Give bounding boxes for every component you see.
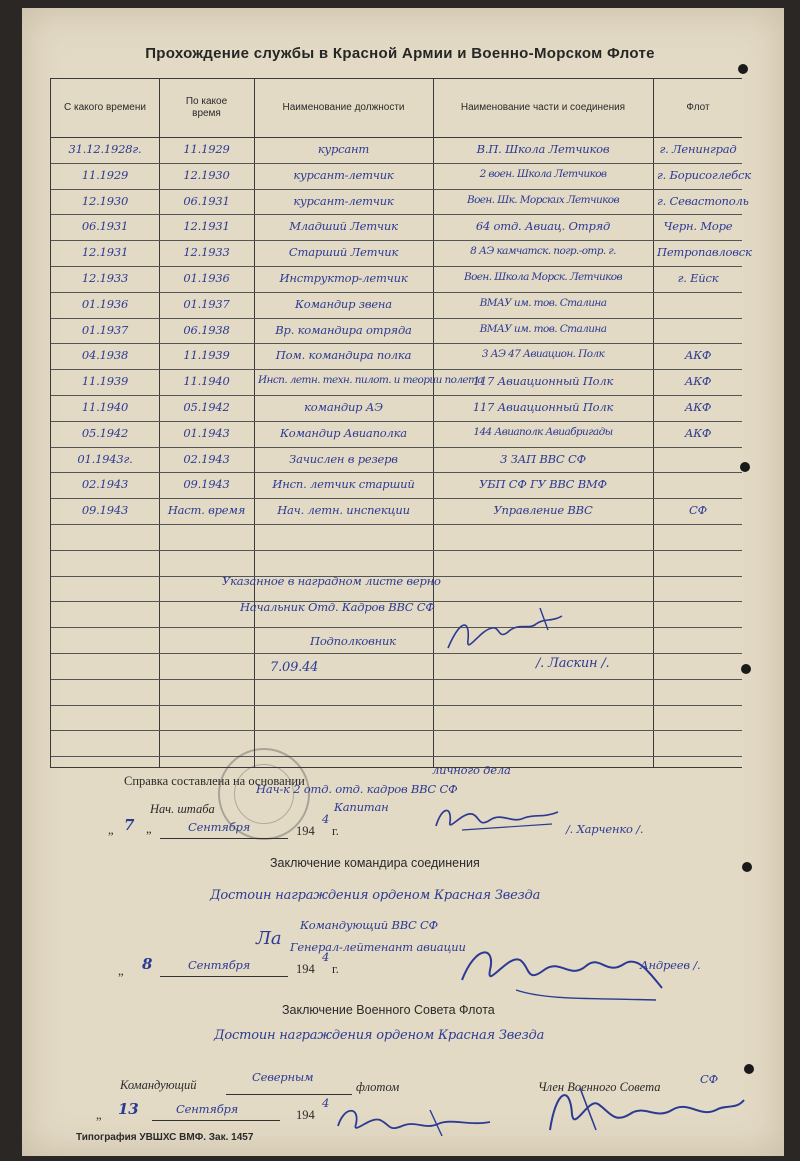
cell-to: 01.1937 xyxy=(183,296,230,311)
month-underline xyxy=(152,1120,280,1121)
cell-position: Пом. командира полка xyxy=(275,348,412,363)
reference-year-suffix: 4 xyxy=(322,812,330,826)
cell-to: 12.1930 xyxy=(183,167,230,182)
commander-year-end: г. xyxy=(332,962,339,976)
council-member-fill: СФ xyxy=(700,1072,718,1086)
cell-unit: Воен. Шк. Морских Летчиков xyxy=(466,193,620,206)
council-day: 13 xyxy=(118,1100,139,1118)
commander-conclusion: Достоин награждения орденом Красная Звезда xyxy=(210,888,541,903)
cell-unit: 117 Авиационный Полк xyxy=(472,374,614,389)
cell-fleet: г. Борисоглебск xyxy=(657,167,751,182)
cell-position: Инсп. летчик старший xyxy=(272,477,415,492)
certification-rank: Подполковник xyxy=(310,634,396,648)
chief-of-staff-label: Нач. штаба xyxy=(150,802,215,816)
cell-position: Старший Летчик xyxy=(288,245,399,260)
council-year-suffix: 4 xyxy=(322,1096,330,1110)
row-divider xyxy=(51,679,742,680)
signature-golovko xyxy=(330,1096,530,1146)
cell-fleet: г. Ейск xyxy=(677,271,719,285)
initials-mark: Ла xyxy=(256,928,282,949)
cell-position: Вр. командира отряда xyxy=(275,322,412,337)
cell-from: 12.1931 xyxy=(81,245,129,260)
cell-unit: УБП СФ ГУ ВВС ВМФ xyxy=(479,477,607,492)
signature-andreev xyxy=(456,940,676,1010)
cell-to: 09.1943 xyxy=(183,477,230,492)
cell-to: 06.1938 xyxy=(183,322,230,337)
cell-fleet: АКФ xyxy=(684,425,712,440)
cell-from: 31.12.1928г. xyxy=(68,142,142,156)
row-divider xyxy=(51,627,742,628)
cell-position: курсант-летчик xyxy=(293,193,394,208)
reference-rank: Капитан xyxy=(334,800,389,814)
certification-line-2: Начальник Отд. Кадров ВВС СФ xyxy=(240,600,435,614)
cell-from: 01.1937 xyxy=(81,322,129,337)
row-divider xyxy=(51,421,742,422)
row-divider xyxy=(51,369,742,370)
cell-from: 06.1931 xyxy=(81,219,129,234)
signature-laskin xyxy=(440,600,570,660)
header-fleet: Флот xyxy=(686,102,710,113)
row-divider xyxy=(51,550,742,551)
document-title: Прохождение службы в Красной Армии и Военно-Морском Флоте xyxy=(145,45,655,62)
cell-from: 11.1940 xyxy=(81,400,129,414)
cell-position: командир АЭ xyxy=(304,400,383,414)
binding-hole xyxy=(738,64,748,74)
cell-from: 05.1942 xyxy=(81,425,129,440)
cell-to: 12.1931 xyxy=(183,219,230,234)
row-divider xyxy=(51,705,742,706)
date-quote: „ xyxy=(118,964,124,978)
reference-year-end: г. xyxy=(332,824,339,838)
fleet-commander-label-post: флотом xyxy=(356,1080,400,1094)
binding-hole xyxy=(744,1064,754,1074)
date-quote: „ xyxy=(108,823,114,837)
council-month: Сентября xyxy=(176,1102,239,1116)
cell-to: 06.1931 xyxy=(183,193,230,208)
cell-unit: 3 АЭ 47 Авиацион. Полк xyxy=(481,348,605,361)
column-divider xyxy=(653,79,654,767)
cell-from: 11.1939 xyxy=(81,374,129,389)
cell-to: 05.1942 xyxy=(183,400,230,414)
cell-fleet: СФ xyxy=(689,503,707,518)
cell-unit: 8 АЭ камчатск. погр.-отр. г. xyxy=(470,245,616,258)
row-divider xyxy=(51,292,742,293)
row-divider xyxy=(51,318,742,319)
cell-fleet: АКФ xyxy=(684,348,712,363)
reference-basis: личного дела xyxy=(432,763,511,777)
header-divider xyxy=(51,137,742,138)
signature-kharchenko xyxy=(432,800,562,836)
header-to: По какое время xyxy=(185,96,228,119)
cell-unit: 3 ЗАП ВВС СФ xyxy=(500,451,586,466)
cell-to: 01.1936 xyxy=(183,271,230,285)
row-divider xyxy=(51,524,742,525)
reference-name: /. Харченко /. xyxy=(566,822,644,836)
column-divider xyxy=(254,79,255,767)
commander-fill-underline xyxy=(226,1094,352,1095)
council-year-prefix: 194 xyxy=(296,1108,315,1122)
cell-unit: 144 Авиаполк Авиабригады xyxy=(473,425,613,438)
row-divider xyxy=(51,730,742,731)
cell-unit: 117 Авиационный Полк xyxy=(472,400,614,414)
cell-from: 12.1933 xyxy=(81,271,129,285)
binding-hole xyxy=(741,664,751,674)
cell-position: Нач. летн. инспекции xyxy=(277,503,410,518)
cell-unit: Управление ВВС xyxy=(493,503,593,518)
month-underline xyxy=(160,838,288,839)
reference-year-prefix: 194 xyxy=(296,824,315,838)
cell-from: 12.1930 xyxy=(81,193,129,208)
commander-title-1: Командующий ВВС СФ xyxy=(300,918,438,932)
cell-unit: В.П. Школа Летчиков xyxy=(476,142,610,156)
cell-position: курсант xyxy=(317,142,370,156)
cell-position: Инсп. летн. техн. пилот. и теории полета xyxy=(258,374,484,387)
commander-heading: Заключение командира соединения xyxy=(270,856,480,870)
row-divider xyxy=(51,472,742,473)
certification-name: /. Ласкин /. xyxy=(536,656,610,671)
cell-position: Младший Летчик xyxy=(289,219,398,234)
cell-from: 04.1938 xyxy=(81,348,129,363)
row-divider xyxy=(51,343,742,344)
column-divider xyxy=(433,79,434,767)
fleet-commander-fill: Северным xyxy=(252,1070,314,1084)
cell-from: 02.1943 xyxy=(81,477,129,492)
cell-unit: Воен. Школа Морск. Летчиков xyxy=(463,271,623,283)
month-underline xyxy=(160,976,288,977)
date-quote: „ xyxy=(146,822,152,836)
commander-month: Сентября xyxy=(188,958,251,972)
cell-unit: 64 отд. Авиац. Отряд xyxy=(475,219,611,234)
row-divider xyxy=(51,447,742,448)
reference-signer-title: Нач-к 2 отд. отд. кадров ВВС СФ xyxy=(256,782,458,796)
cell-unit: 2 воен. Школа Летчиков xyxy=(479,167,607,180)
council-conclusion: Достоин награждения орденом Красная Звезда xyxy=(214,1028,545,1043)
cell-position: Командир Авиаполка xyxy=(280,425,407,440)
row-divider xyxy=(51,266,742,267)
council-member-label: Член Военного Совета xyxy=(538,1080,661,1094)
commander-year-suffix: 4 xyxy=(322,950,330,964)
cell-to: Наст. время xyxy=(167,503,246,518)
cell-to: 11.1939 xyxy=(183,348,230,363)
cell-unit: ВМАУ им. тов. Сталина xyxy=(479,296,607,309)
commander-title-2: Генерал-лейтенант авиации xyxy=(290,940,466,954)
council-heading: Заключение Военного Совета Флота xyxy=(282,1003,495,1017)
cell-position: Инструктор-летчик xyxy=(279,271,408,285)
commander-name: Андреев /. xyxy=(640,958,701,972)
printer-imprint: Типография УВШХС ВМФ. Зак. 1457 xyxy=(76,1132,254,1143)
row-divider xyxy=(51,189,742,190)
binding-hole xyxy=(740,462,750,472)
signature-nikolaev xyxy=(540,1080,750,1140)
header-unit: Наименование части и соединения xyxy=(460,102,626,113)
reference-month: Сентября xyxy=(188,820,251,834)
row-divider xyxy=(51,240,742,241)
cell-to: 02.1943 xyxy=(183,451,230,466)
cell-from: 01.1943г. xyxy=(77,451,133,466)
row-divider xyxy=(51,395,742,396)
binding-hole xyxy=(742,862,752,872)
cell-to: 12.1933 xyxy=(183,245,230,260)
header-from: С какого времени xyxy=(64,102,146,113)
certification-date: 7.09.44 xyxy=(270,660,319,675)
column-divider xyxy=(159,79,160,767)
cell-position: Командир звена xyxy=(295,296,392,311)
header-position: Наименование должности xyxy=(282,102,405,113)
cell-to: 11.1940 xyxy=(183,374,230,389)
commander-day: 8 xyxy=(142,955,153,973)
service-table xyxy=(50,78,752,768)
cell-position: Зачислен в резерв xyxy=(289,451,398,466)
row-divider xyxy=(51,756,742,757)
cell-unit: ВМАУ им. тов. Сталина xyxy=(479,322,607,335)
reference-label: Справка составлена на основании xyxy=(124,774,305,788)
cell-from: 01.1936 xyxy=(81,296,129,311)
cell-from: 09.1943 xyxy=(81,503,129,518)
reference-day: 7 xyxy=(124,816,135,834)
cell-position: курсант-летчик xyxy=(293,167,394,182)
cell-fleet: Петропавловск xyxy=(657,245,752,260)
commander-year-prefix: 194 xyxy=(296,962,315,976)
row-divider xyxy=(51,214,742,215)
cell-fleet: г. Ленинград xyxy=(659,142,737,156)
row-divider xyxy=(51,163,742,164)
cell-from: 11.1929 xyxy=(81,167,129,182)
certification-line-1: Указанное в наградном листе верно xyxy=(222,574,441,588)
row-divider xyxy=(51,653,742,654)
cell-fleet: АКФ xyxy=(684,400,712,414)
cell-to: 11.1929 xyxy=(183,142,230,156)
cell-to: 01.1943 xyxy=(183,425,230,440)
cell-fleet: АКФ xyxy=(684,374,712,389)
cell-fleet: Черн. Море xyxy=(663,219,733,234)
cell-fleet: г. Севастополь xyxy=(657,193,749,208)
row-divider xyxy=(51,498,742,499)
date-quote: „ xyxy=(96,1108,102,1122)
fleet-commander-label: Командующий xyxy=(120,1078,197,1092)
